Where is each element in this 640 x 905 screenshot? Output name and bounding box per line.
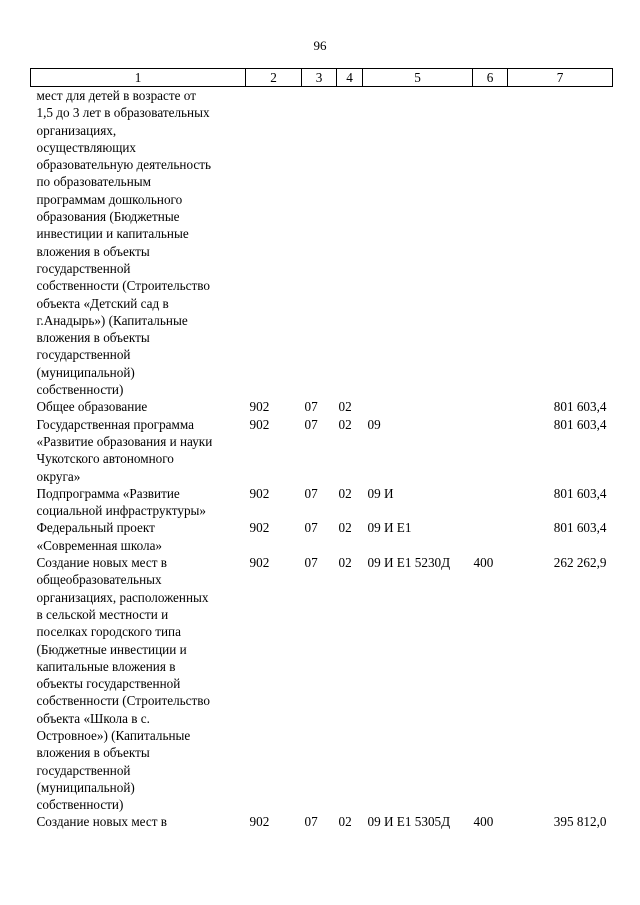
- row-name-line: социальной инфраструктуры»: [36, 503, 206, 519]
- section-code: 07: [304, 485, 318, 501]
- target-article-code: 09 И: [367, 485, 394, 501]
- section-code: 07: [304, 555, 318, 571]
- expense-type-code: [473, 87, 508, 399]
- subsection-code: 02: [338, 814, 352, 830]
- column-header: 2: [246, 69, 302, 87]
- row-name-line: собственности (Строительство: [36, 278, 211, 294]
- target-article-code: 09: [367, 416, 381, 432]
- expense-type-code: 400: [473, 814, 494, 830]
- table-row: [31, 398, 613, 415]
- row-name-line: Создание новых мест в: [36, 814, 167, 830]
- amount: 801 603,4: [553, 399, 607, 415]
- column-header: 7: [508, 69, 613, 87]
- row-name-line: инвестиции и капитальные: [36, 226, 189, 242]
- row-name-line: государственной: [36, 347, 131, 363]
- row-name-line: собственности): [36, 382, 124, 398]
- row-name: [31, 813, 246, 830]
- target-article-code: [363, 87, 473, 399]
- target-article-code: [363, 398, 473, 415]
- section-code: [302, 87, 337, 399]
- target-article-code: 09 И Е1: [367, 520, 412, 536]
- subsection-code: 02: [338, 555, 352, 571]
- row-name-line: объекта «Школа в с.: [36, 710, 150, 726]
- subsection-code: 02: [338, 399, 352, 415]
- table-row: [31, 519, 613, 554]
- row-name-line: г.Анадырь») (Капитальные: [36, 312, 188, 328]
- row-name-line: собственности): [36, 797, 124, 813]
- row-name-line: собственности (Строительство: [36, 693, 211, 709]
- table-row: [31, 485, 613, 520]
- vedomstvo-code: 902: [249, 520, 270, 536]
- row-name-line: поселках городского типа: [36, 624, 181, 640]
- row-name-line: Островное») (Капитальные: [36, 727, 191, 743]
- row-name-line: общеобразовательных: [36, 572, 162, 588]
- row-name: [31, 485, 246, 520]
- table-row: [31, 813, 613, 830]
- budget-table: [30, 68, 613, 831]
- row-name-line: (муниципальной): [36, 779, 135, 795]
- row-name-line: вложения в объекты: [36, 745, 150, 761]
- target-article-code: 09 И Е1 5305Д: [367, 814, 451, 830]
- row-name-line: вложения в объекты: [36, 243, 150, 259]
- row-name-line: (Бюджетные инвестиции и: [36, 641, 187, 657]
- amount: 801 603,4: [553, 485, 607, 501]
- row-name-line: округа»: [36, 468, 81, 484]
- section-code: 07: [304, 520, 318, 536]
- row-name-line: «Современная школа»: [36, 537, 163, 553]
- subsection-code: 02: [338, 485, 352, 501]
- row-name-line: объекта «Детский сад в: [36, 295, 169, 311]
- target-article-code: 09 И Е1 5230Д: [367, 555, 451, 571]
- row-name-line: в сельской местности и: [36, 606, 169, 622]
- row-name-line: по образовательным: [36, 174, 151, 190]
- row-name-line: Чукотского автономного: [36, 451, 174, 467]
- subsection-code: 02: [338, 416, 352, 432]
- table-body: [31, 87, 613, 831]
- table-header-row: [31, 69, 613, 87]
- column-header: 5: [363, 69, 473, 87]
- expense-type-code: [473, 416, 508, 485]
- row-name-line: осуществляющих: [36, 139, 137, 155]
- row-name-line: образовательную деятельность: [36, 157, 212, 173]
- column-header: 4: [337, 69, 363, 87]
- table-row: [31, 87, 613, 399]
- row-name-line: мест для детей в возрасте от: [36, 88, 196, 103]
- row-name-line: Создание новых мест в: [36, 555, 167, 571]
- row-name: [31, 416, 246, 485]
- amount: 395 812,0: [553, 814, 607, 830]
- row-name-line: 1,5 до 3 лет в образовательных: [36, 105, 210, 121]
- row-name-line: (муниципальной): [36, 364, 135, 380]
- vedomstvo-code: [246, 87, 302, 399]
- page-number: 96: [313, 38, 327, 53]
- row-name-line: организациях,: [36, 122, 117, 138]
- row-name: [31, 554, 246, 813]
- row-name-line: государственной: [36, 260, 131, 276]
- row-name-line: «Развитие образования и науки: [36, 433, 213, 449]
- section-code: 07: [304, 399, 318, 415]
- row-name: [31, 398, 246, 415]
- table-row: [31, 416, 613, 485]
- subsection-code: 02: [338, 520, 352, 536]
- row-name-line: Общее образование: [36, 399, 148, 415]
- amount: 262 262,9: [553, 555, 607, 571]
- amount: 801 603,4: [553, 520, 607, 536]
- row-name: [31, 87, 246, 399]
- column-header: 6: [473, 69, 508, 87]
- vedomstvo-code: 902: [249, 485, 270, 501]
- row-name: [31, 519, 246, 554]
- row-name-line: вложения в объекты: [36, 330, 150, 346]
- expense-type-code: [473, 398, 508, 415]
- vedomstvo-code: 902: [249, 416, 270, 432]
- subsection-code: [337, 87, 363, 399]
- row-name-line: государственной: [36, 762, 131, 778]
- expense-type-code: [473, 519, 508, 554]
- expense-type-code: [473, 485, 508, 520]
- vedomstvo-code: 902: [249, 555, 270, 571]
- expense-type-code: 400: [473, 555, 494, 571]
- vedomstvo-code: 902: [249, 399, 270, 415]
- row-name-line: образования (Бюджетные: [36, 209, 180, 225]
- row-name-line: Подпрограмма «Развитие: [36, 485, 180, 501]
- section-code: 07: [304, 814, 318, 830]
- vedomstvo-code: 902: [249, 814, 270, 830]
- column-header: 1: [31, 69, 246, 87]
- row-name-line: Федеральный проект: [36, 520, 155, 536]
- table-row: [31, 554, 613, 813]
- amount: [508, 87, 613, 399]
- row-name-line: Государственная программа: [36, 416, 194, 432]
- amount: 801 603,4: [553, 416, 607, 432]
- row-name-line: капитальные вложения в: [36, 658, 176, 674]
- row-name-line: организациях, расположенных: [36, 589, 209, 605]
- column-header: 3: [302, 69, 337, 87]
- row-name-line: программам дошкольного: [36, 191, 183, 207]
- row-name-line: объекты государственной: [36, 676, 181, 692]
- section-code: 07: [304, 416, 318, 432]
